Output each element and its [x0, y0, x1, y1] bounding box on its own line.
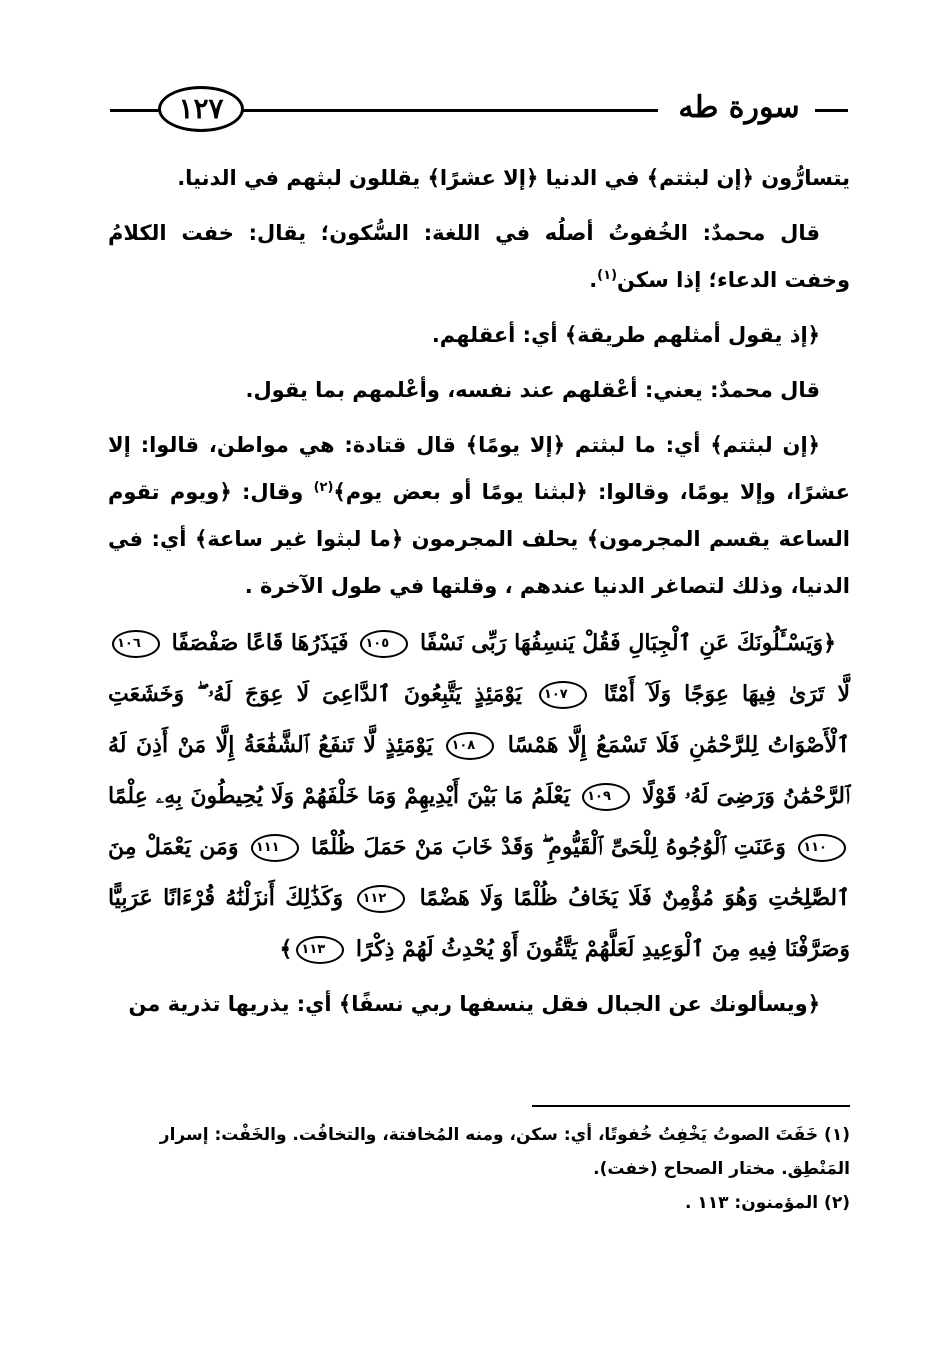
verse-113: وَكَذَٰلِكَ أَنزَلْنَٰهُ قُرْءَانًا عَرَبِيًّا وَصَرَّفْنَا فِيهِ مِنَ ٱلْوَعِيدِ لَعَلَّهُمْ يَتَّقُونَ أَوْ يُحْدِثُ لَهُمْ ذِكْرًا [108, 885, 850, 962]
ayah-number-105: ١٠٥ [360, 630, 408, 658]
ayah-number-111: ١١١ [251, 834, 299, 862]
footnote-ref-2[interactable]: (٢) [313, 480, 334, 495]
footnote-separator [532, 1105, 850, 1107]
header-rule-right [815, 109, 848, 112]
paragraph-2 [108, 210, 850, 304]
verse-105: ﴿وَيَسْـَٔلُونَكَ عَنِ ٱلْجِبَالِ فَقُلْ يَنسِفُهَا رَبِّى نَسْفًا [419, 630, 836, 656]
paragraph-5 [108, 422, 850, 610]
footnote-2-text: المؤمنون: ١١٣ . [684, 1193, 819, 1213]
verse-109: يَوْمَئِذٍ لَّا تَنفَعُ ٱلشَّفَٰعَةُ إِلَّا مَنْ أَذِنَ لَهُ ٱلرَّحْمَٰنُ وَرَضِىَ لَهُۥ قَوْلًا [108, 732, 850, 809]
ayah-number-113: ١١٣ [296, 936, 344, 964]
paragraph-3: ﴿إذ يقول أمثلهم طريقة﴾ أي: أعقلهم. [431, 323, 820, 347]
verse-107: لَّا تَرَىٰ فِيهَا عِوَجًا وَلَآ أَمْتًا [603, 681, 850, 707]
header-rule-left [110, 109, 165, 112]
verse-close-bracket: ﴾ [279, 936, 293, 962]
paragraph-5-text-a: ﴿إن لبثتم﴾ أي: ما لبثتم ﴿إلا يومًا﴾ قال قتادة: هي مواطن، قالوا: إلا عشرًا، وإلا يومًا، وقالوا: ﴿لبثنا يومًا أو بعض يوم﴾ [108, 433, 850, 504]
paragraph-2-end: . [589, 268, 598, 292]
page-number: ١٢٧ [158, 86, 244, 132]
paragraph-4: قال محمدٌ: يعني: أعْقلهم عند نفسه، وأعْلمهم بما يقول. [245, 378, 820, 402]
footnotes [108, 1118, 850, 1220]
page-header [110, 82, 848, 140]
quran-verses [108, 618, 850, 975]
verse-106: فَيَذَرُهَا قَاعًا صَفْصَفًا [171, 630, 349, 656]
verse-111: وَعَنَتِ ٱلْوُجُوهُ لِلْحَىِّ ٱلْقَيُّومِ ۖ وَقَدْ خَابَ مَنْ حَمَلَ ظُلْمًا [310, 834, 786, 860]
paragraph-5-text-b: وقال: ﴿ويوم تقوم الساعة يقسم المجرمون﴾ يحلف المجرمون ﴿ما لبثوا غير ساعة﴾ أي: في الدنيا، وذلك لتصاغر الدنيا عندهم ، وقلتها في طول الآخرة . [108, 480, 850, 598]
footnote-1 [108, 1118, 850, 1186]
ayah-number-107: ١٠٧ [539, 681, 587, 709]
ayah-number-110: ١١٠ [798, 834, 846, 862]
verse-108: يَوْمَئِذٍ يَتَّبِعُونَ ٱلدَّاعِىَ لَا عِوَجَ لَهُۥ ۖ وَخَشَعَتِ ٱلْأَصْوَاتُ لِلرَّحْمَٰنِ فَلَا تَسْمَعُ إِلَّا هَمْسًا [108, 681, 850, 758]
footnote-ref-1[interactable]: (١) [597, 268, 618, 283]
ayah-number-109: ١٠٩ [582, 783, 630, 811]
ayah-number-106: ١٠٦ [112, 630, 160, 658]
commentary-body [108, 155, 850, 1036]
surah-title: سورة طه [666, 86, 812, 132]
verse-112: وَمَن يَعْمَلْ مِنَ ٱلصَّٰلِحَٰتِ وَهُوَ مُؤْمِنٌ فَلَا يَخَافُ ظُلْمًا وَلَا هَضْمًا [108, 834, 850, 911]
footnote-2-number: (٢) [824, 1193, 850, 1213]
paragraph-2-text: قال محمدٌ: الخُفوتُ أصلُه في اللغة: السُّكون؛ يقال: خفت الكلامُ وخفت الدعاء؛ إذا سكن [108, 221, 850, 292]
ayah-number-108: ١٠٨ [446, 732, 494, 760]
footnote-2 [108, 1186, 850, 1220]
ayah-number-112: ١١٢ [357, 885, 405, 913]
verse-110: يَعْلَمُ مَا بَيْنَ أَيْدِيهِمْ وَمَا خَلْفَهُمْ وَلَا يُحِيطُونَ بِهِۦ عِلْمًا [108, 783, 570, 809]
paragraph-6: ﴿ويسألونك عن الجبال فقل ينسفها ربي نسفًا﴾ أي: يذريها تذرية من [128, 992, 820, 1016]
paragraph-1: يتسارُّون ﴿إن لبثتم﴾ في الدنيا ﴿إلا عشرًا﴾ يقللون لبثهم في الدنيا. [177, 166, 850, 190]
footnote-1-number: (١) [824, 1125, 850, 1145]
header-rule-middle [238, 109, 658, 112]
footnote-1-text: خَفَتَ الصوتُ يَخْفِتُ خُفوتًا، أي: سكن، ومنه المُخافتة، والتخافُت. والخَفْت: إسرار المَنْطِق. مختار الصحاح (خفت). [159, 1125, 850, 1179]
